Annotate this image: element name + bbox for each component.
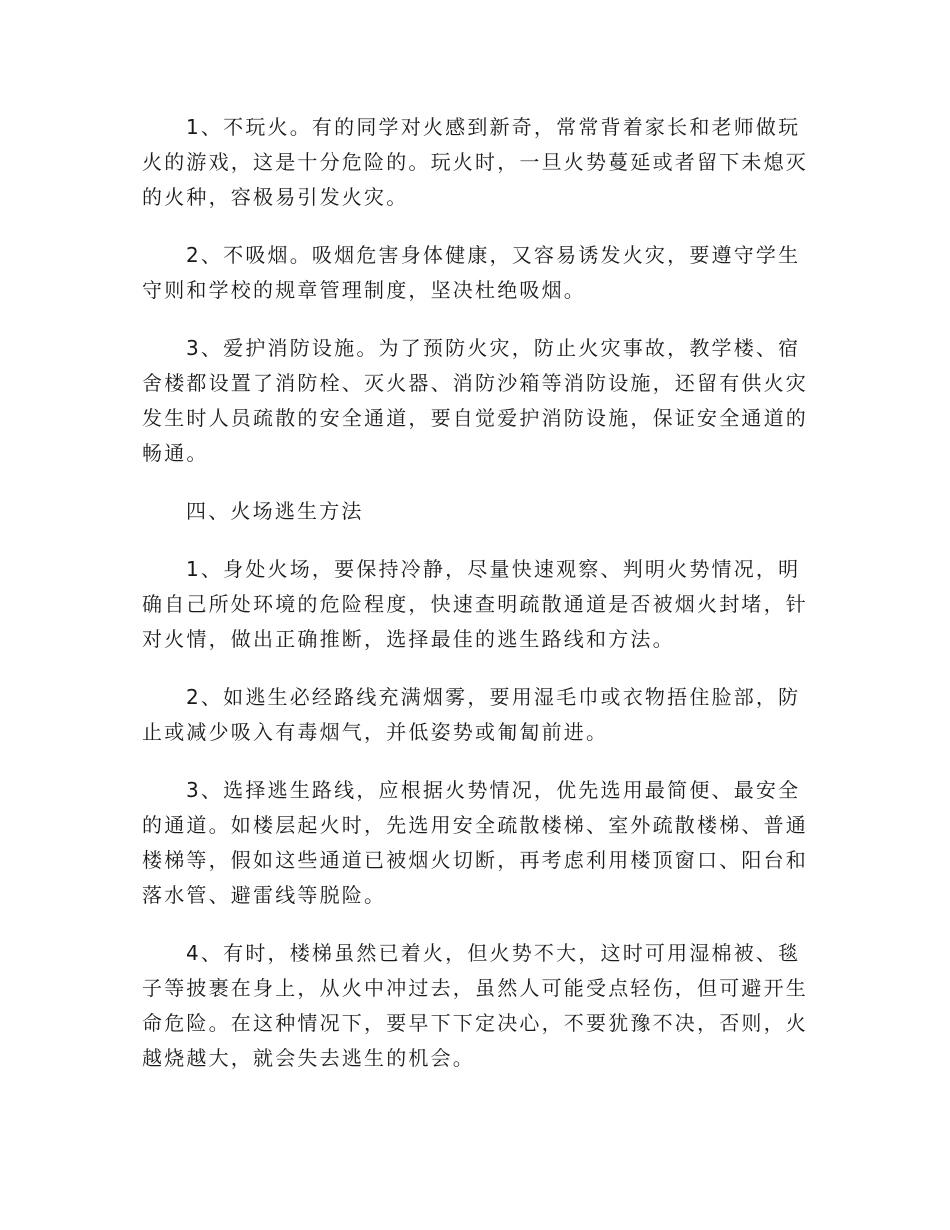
- paragraph-stairs-on-fire: 4、有时，楼梯虽然已着火，但火势不大，这时可用湿棉被、毯子等披裹在身上，从火中冲过去，虽然人可能受点轻伤，但可避开生命危险。在这种情况下，要早下下定决心，不要犹豫不决，否则，火越烧越大，就会失去逃生的机会。: [142, 941, 808, 1070]
- paragraph-no-smoking: 2、不吸烟。吸烟危害身体健康，又容易诱发火灾，要遵守学生守则和学校的规章管理制度，坚决杜绝吸烟。: [142, 243, 801, 302]
- section-heading-escape-methods: 四、火场逃生方法: [186, 499, 364, 523]
- paragraph-smoke-escape: 2、如逃生必经路线充满烟雾，要用湿毛巾或衣物捂住脸部，防止或减少吸入有毒烟气，并低姿势或匍匐前进。: [142, 685, 801, 744]
- paragraph-escape-route: 3、选择逃生路线，应根据火势情况，优先选用最简便、最安全的通道。如楼层起火时，先选用安全疏散楼梯、室外疏散楼梯、普通楼梯等，假如这些通道已被烟火切断，再考虑利用楼顶窗口、阳台和落水管、避雷线等脱险。: [142, 778, 808, 907]
- paragraph-protect-fire-facilities: 3、爱护消防设施。为了预防火灾，防止火灾事故，教学楼、宿舍楼都设置了消防栓、灭火器、消防沙箱等消防设施，还留有供火灾发生时人员疏散的安全通道，要自觉爱护消防设施，保证安全通道的畅通。: [142, 336, 808, 465]
- paragraph-stay-calm: 1、身处火场，要保持冷静，尽量快速观察、判明火势情况，明确自己所处环境的危险程度，快速查明疏散通道是否被烟火封堵，针对火情，做出正确推断，选择最佳的逃生路线和方法。: [142, 557, 808, 651]
- paragraph-no-playing-fire: 1、不玩火。有的同学对火感到新奇，常常背着家长和老师做玩火的游戏，这是十分危险的。玩火时，一旦火势蔓延或者留下未熄灭的火种，容极易引发火灾。: [142, 115, 808, 209]
- document-page: [142, 110, 810, 1099]
